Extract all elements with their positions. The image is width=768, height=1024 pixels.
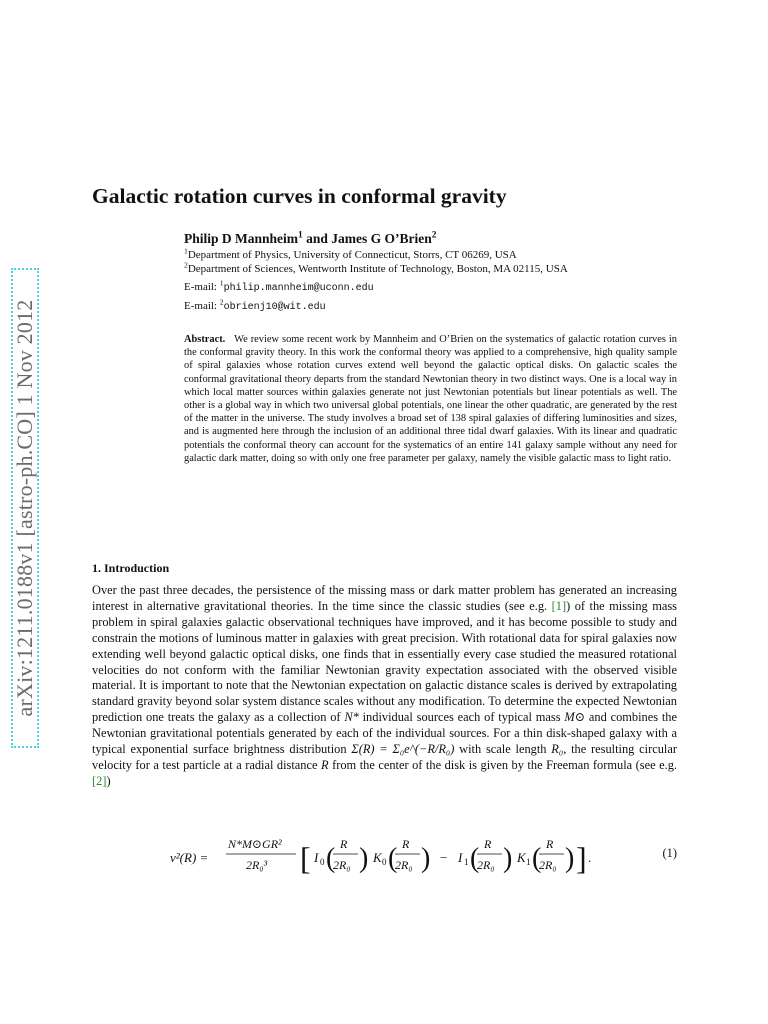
math-expression: Σ(R) = Σ₀e^(−R/R₀) (351, 742, 455, 757)
affiliation-text: Department of Sciences, Wentworth Institute of Technology, Boston, MA 02115, USA (187, 263, 568, 275)
arxiv-stamp: arXiv:1211.0188v1 [astro-ph.CO] 1 Nov 2012 (12, 299, 37, 717)
abstract-label: Abstract. (184, 334, 226, 345)
eq-frac-num: R (546, 837, 554, 851)
eq-paren: ( (470, 843, 480, 874)
intro-text: from the center of the disk is given by the Freeman formula (see e.g. (328, 757, 677, 772)
eq-frac-den: 2R₀ (539, 858, 557, 872)
affiliation (184, 260, 568, 275)
eq-period: . (588, 850, 592, 865)
eq-subscript: 0 (382, 857, 387, 867)
email-address[interactable]: obrienj10@wit.edu (223, 302, 326, 313)
email-line (184, 278, 374, 294)
introduction-paragraph (92, 583, 677, 790)
equation-graphic (170, 836, 640, 880)
eq-close-bracket: ] (576, 840, 587, 876)
eq-subscript: 1 (526, 857, 531, 867)
eq-subscript: 0 (320, 857, 325, 867)
eq-paren: ) (503, 843, 513, 874)
intro-text: Over the past three decades, the persistence of the missing mass or dark matter problem has generated an increasing interest in alternative gravitational theories. In the time since the classic studies (see e.g. (92, 583, 677, 613)
eq-paren: ( (532, 843, 542, 874)
email-mark: 2 (219, 297, 224, 307)
affiliation-mark: 1 (298, 230, 303, 241)
author-name: Philip D Mannheim (184, 231, 299, 246)
eq-bessel: I (458, 850, 463, 865)
math-symbol: M⊙ (564, 710, 586, 725)
email-line (184, 297, 326, 313)
affiliation-mark: 2 (431, 230, 437, 241)
email-label: E-mail: (184, 281, 220, 293)
abstract (184, 333, 677, 465)
section-heading: 1. Introduction (92, 561, 170, 575)
intro-text: and combines the Newtonian gravitational potentials generated by each of the individual sources. For a thin disk-shaped galaxy with a typical exponential surface brightness distribution (92, 710, 678, 757)
eq-paren: ( (388, 843, 398, 874)
intro-text: individual sources each of typical mass (358, 710, 565, 725)
eq-frac-num: R (484, 837, 492, 851)
math-symbol: R₀ (551, 742, 564, 757)
email-address[interactable]: philip.mannheim@uconn.edu (223, 283, 374, 294)
intro-text: with scale length (454, 742, 552, 757)
eq-lhs: v²(R) = (170, 850, 209, 865)
eq-paren: ( (326, 843, 336, 874)
affiliation (184, 246, 517, 261)
eq-frac-den: 2R₀ (477, 858, 495, 872)
eq-subscript: 1 (464, 857, 469, 867)
eq-frac-den: 2R₀ (333, 858, 351, 872)
citation-link[interactable]: [1] (551, 598, 567, 613)
paper-title: Galactic rotation curves in conformal gravity (92, 184, 507, 208)
eq-numerator: N*M⊙GR² (228, 837, 282, 851)
affiliation-mark: 2 (184, 260, 188, 270)
eq-bessel: K (517, 850, 526, 865)
intro-text: ) (106, 773, 111, 788)
email-mark: 1 (219, 278, 224, 288)
eq-frac-num: R (340, 837, 348, 851)
author-name: James G O’Brien (331, 231, 432, 246)
affiliation-mark: 1 (184, 246, 188, 256)
math-symbol: R (321, 757, 329, 772)
intro-text: ) of the missing mass problem in spiral galaxies galactic observational techniques have improved, and it has become possible to study and constrain the motions of luminous matter in galaxies with great precision. With rotational data for spiral galaxies now extending well beyond galactic optical disks, one finds that in essentially every case studied the measured rotational velocities do not conform with the familiar Newtonian gravity expectation associated with the observed visible material. It is important to note that the Newtonian expectation on galactic distance scales is derived by extrapolating standard gravity beyond solar system distance scales without any modification. To determine the expected Newtonian prediction one treats the galaxy as a collection of (92, 598, 677, 725)
citation-link[interactable]: [2] (92, 773, 107, 788)
affiliation-text: Department of Physics, University of Connecticut, Storrs, CT 06269, USA (187, 249, 517, 261)
author-connector: and (302, 231, 332, 246)
intro-text: , the resulting circular velocity for a test particle at a radial distance (92, 742, 677, 772)
math-symbol: N* (344, 710, 359, 725)
eq-frac-num: R (402, 837, 410, 851)
equation-number: (1) (662, 846, 677, 860)
eq-bessel: I (314, 850, 319, 865)
eq-bessel: K (373, 850, 382, 865)
eq-paren: ) (359, 843, 369, 874)
eq-open-bracket: [ (300, 840, 311, 876)
author-list (184, 231, 437, 247)
eq-minus: − (440, 850, 448, 865)
abstract-text: We review some recent work by Mannheim and O’Brien on the systematics of galactic rotation curves in the conformal gravity theory. In this work the conformal theory was applied to a comprehensive, high quality sample of spiral galaxies whose rotation curves extend well beyond the galactic optical disks. On galactic scales the conformal gravitational theory departs from the standard Newtonian theory in two distinct ways. One is a local way in which local matter sources within galaxies generate not just Newtonian potentials but linear potentials as well. The other is a global way in which two universal global potentials, one linear the other quadratic, are generated by the rest of the matter in the universe. The study involves a broad set of 138 spiral galaxies of differing luminosities and sizes, and is augmented here through the inclusion of an additional three tidal dwarf galaxies. With its linear and quadratic potentials the conformal theory can account for the systematics of an entire 141 galaxy sample without any need for galactic dark matter, doing so with only one free parameter per galaxy, namely the visible galactic mass to light ratio. (184, 334, 677, 464)
eq-denominator: 2R₀³ (246, 858, 268, 872)
eq-paren: ) (565, 843, 575, 874)
eq-frac-den: 2R₀ (395, 858, 413, 872)
email-label: E-mail: (184, 300, 220, 312)
eq-paren: ) (421, 843, 431, 874)
equation-freeman (170, 836, 680, 878)
